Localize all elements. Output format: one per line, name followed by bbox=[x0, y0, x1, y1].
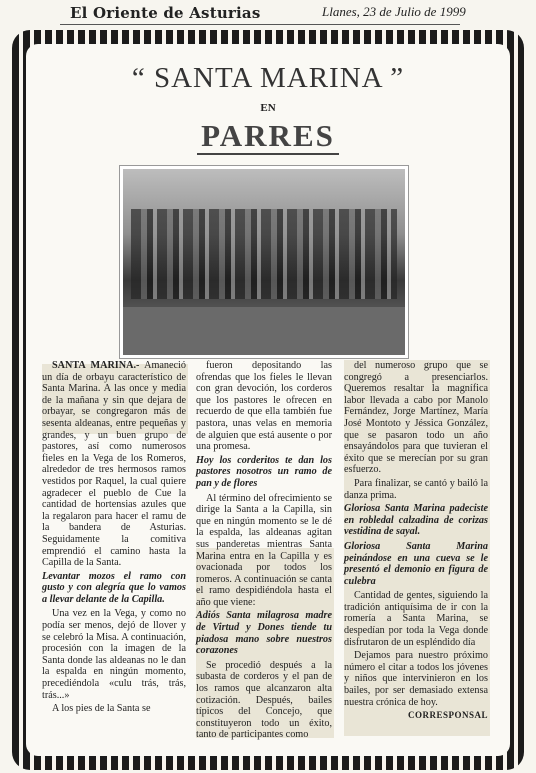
paragraph bbox=[344, 650, 488, 708]
paragraph bbox=[196, 360, 332, 453]
paragraph bbox=[42, 360, 186, 569]
lead-in: SANTA MARINA.- bbox=[52, 360, 140, 371]
paragraph bbox=[344, 478, 488, 501]
paragraph bbox=[196, 493, 332, 609]
procession-photo bbox=[120, 166, 408, 358]
article-subtitle bbox=[0, 118, 536, 154]
byline-signature: CORRESPONSAL bbox=[407, 710, 488, 721]
article-column-2 bbox=[196, 360, 332, 743]
verse-stanza: Levantar mozos el ramo con gusto y con alegría que lo vamos a llevar delante de la Capilla. bbox=[42, 570, 186, 605]
paragraph bbox=[42, 608, 186, 701]
article-column-3 bbox=[344, 360, 488, 724]
paragraph-text: fueron depositando las ofrendas que los fieles le llevan con gran devoción, los corderos que los pastores le ofrecen en recuerdo de que ella también fue pastora, unas velas en memoria de alguien que está ausente o por una promesa. bbox=[196, 360, 332, 453]
verse-stanza: Adiós Santa milagrosa madre de Virtud y Dones tiende tu piadosa mano sobre nuestros corazones bbox=[196, 610, 332, 657]
title-connector: EN bbox=[260, 102, 276, 114]
article-column-1 bbox=[42, 360, 186, 717]
newspaper-masthead: El Oriente de Asturias bbox=[70, 4, 261, 22]
paragraph-text: Para finalizar, se cantó y bailó la danza prima. bbox=[344, 477, 488, 501]
paragraph-text: del numeroso grupo que se congregó a presenciarlos. Queremos resaltar la magnífica labor llevada a cabo por Manolo Fernández, Jorge Martínez, María José Montoto y Jéssica González, que se pasaron todo un año ensayándolos para que tuvieran el éxito que se merecían por su gran esfuerzo. bbox=[344, 360, 488, 476]
paragraph-text: Amaneció un día de orbayu característico de Santa Marina. A las once y media de la mañana y sin que dejara de orbayar, se congregaron más de sesenta aldeanas, entre pequeñas y grandes, y un buen grupo de pastores, así como numerosos fieles en la Vega de los Romeros, alrededor de tres hermosos ramos vestidos por Raquel, la cual quiere agradecer el pueblo de Cue la cantidad de hortensias azules que la regalaron para hacer el ramu de la bandera de Asturias. Seguidamente la comitiva emprendió el camino hasta la Capilla de la Santa. bbox=[42, 360, 186, 569]
paragraph bbox=[196, 660, 332, 741]
paragraph-text: Dejamos para nuestro próximo número el citar a todos los jóvenes y niños que intervinieron en los bailes, por ser demasiado extensa nuestra crónica de hoy. bbox=[344, 650, 488, 708]
paragraph-text: Cantidad de gentes, siguiendo la tradición antiquísima de ir con la romería a Santa Marina, se despedían por toda la Vega donde disfrutaron de un espléndido día bbox=[344, 590, 488, 648]
paragraph-text: A los pies de la Santa se bbox=[52, 703, 151, 715]
paragraph-text: Se procedió después a la subasta de corderos y el pan de los ramos que alcanzaron alta cotización. Después, bailes típicos del Concejo, que constituyeron todo un éxito, tanto de participantes como bbox=[196, 659, 332, 741]
paragraph-text: Una vez en la Vega, y como no podía ser menos, dejó de llover y se celebró la Misa. A continuación, procesión con la imagen de la Santa donde las aldeanas no le dan la espalda en ningún momento, precediéndola «culu trás, trás, trás...» bbox=[42, 608, 186, 701]
paragraph bbox=[344, 360, 488, 476]
paragraph-text: Al término del ofrecimiento se dirige la Santa a la Capilla, sin que en ningún momento se le dé la espalda, las aldeanas agitan sus panderetas mientras Santa Marina entra en la Capilla y es ovacionada por todos los romeros. A continuación se canta el ramo despidiéndola hasta el año que viene: bbox=[196, 492, 332, 608]
dateline: Llanes, 23 de Julio de 1999 bbox=[322, 4, 466, 19]
paragraph bbox=[344, 590, 488, 648]
paragraph bbox=[42, 703, 186, 715]
subtitle-text: PARRES bbox=[197, 118, 339, 155]
masthead-rule bbox=[60, 24, 460, 25]
verse-stanza: Gloriosa Santa Marina padeciste en robledal calzadina de corizas vestidina de sayal. bbox=[344, 503, 488, 538]
photo-ground bbox=[123, 307, 405, 355]
photo-crowd bbox=[131, 209, 397, 299]
article-title: “ SANTA MARINA ” bbox=[131, 62, 405, 94]
verse-stanza: Hoy los corderitos te dan los pastores nosotros un ramo de pan y de flores bbox=[196, 454, 332, 489]
verse-stanza: Gloriosa Santa Marina peinándose en una cueva se le presentó el demonio en figura de culebra bbox=[344, 540, 488, 587]
